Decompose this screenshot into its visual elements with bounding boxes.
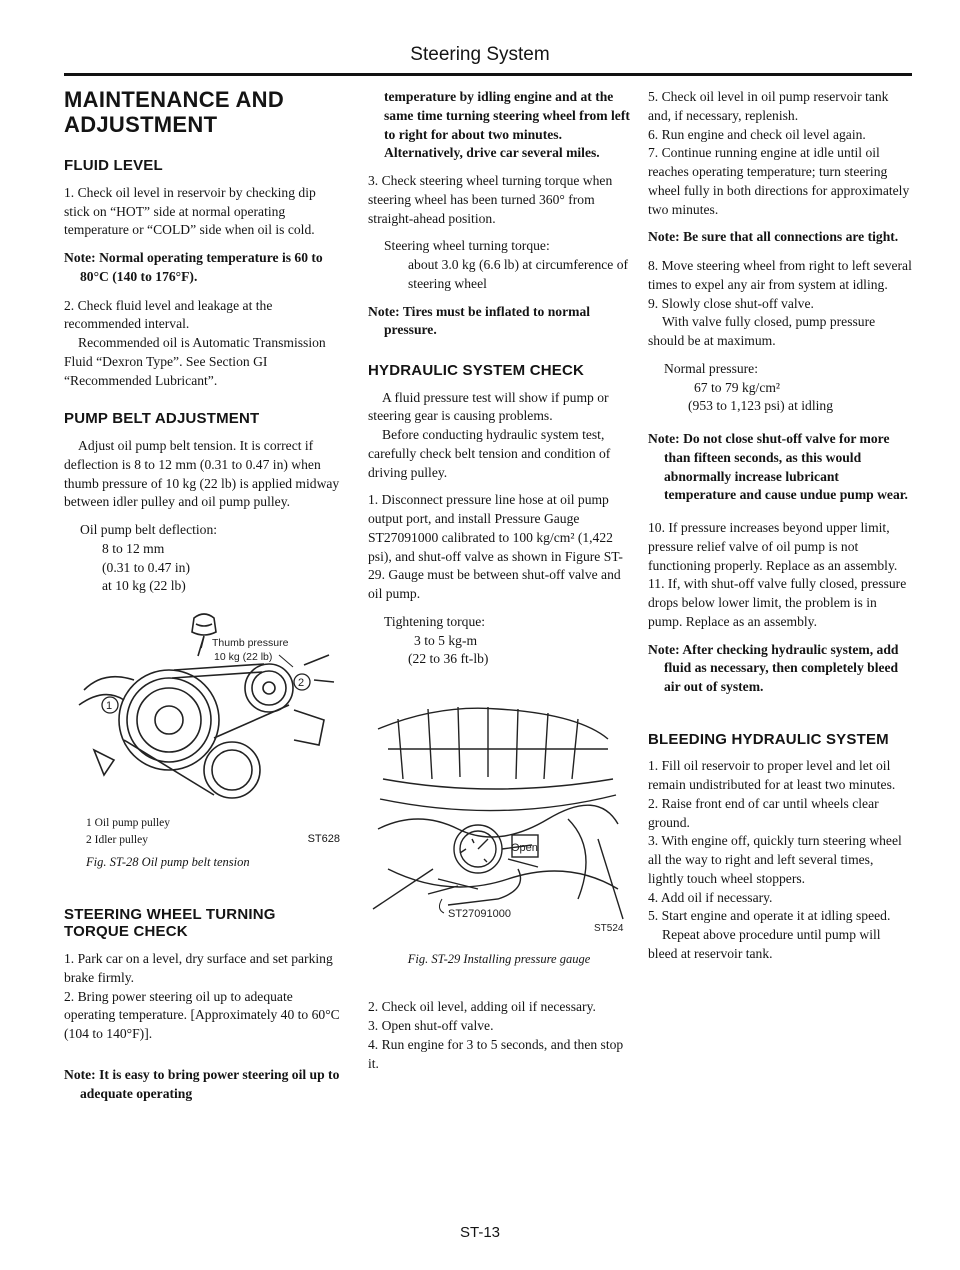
figure-st28 bbox=[64, 610, 340, 815]
legend-text: 2 Idler pulley bbox=[86, 833, 148, 846]
note-continued: temperature by idling engine and at the same time turning steering wheel from left to right for about two minutes. Alternatively, drive car several miles. bbox=[384, 89, 630, 161]
spec-label: Tightening torque: bbox=[384, 613, 486, 629]
page-header: Steering System bbox=[410, 44, 550, 65]
note: Note: Do not close shut-off valve for more than fifteen seconds, as this would abnormally increase lubricant temperature and cause undue pump wear. bbox=[648, 431, 908, 503]
paragraph: Adjust oil pump belt tension. It is correct if deflection is 8 to 12 mm (0.31 to 0.47 in) when thumb pressure of 10 kg (22 lb) is applied midway between idler pulley and oil pump pulley. bbox=[64, 438, 340, 510]
paragraph: 6. Run engine and check oil level again. bbox=[648, 126, 866, 142]
note: Note: It is easy to bring power steering oil up to adequate operating bbox=[64, 1066, 340, 1101]
figure-caption: Fig. ST-29 Installing pressure gauge bbox=[407, 952, 591, 967]
paragraph: 7. Continue running engine at idle until oil reaches operating temperature; turn steering wheel fully in both directions for approximately two minutes. bbox=[648, 145, 910, 217]
paragraph: With valve fully closed, pump pressure should be at maximum. bbox=[648, 314, 876, 348]
legend-item: 1 Oil pump pulley bbox=[86, 817, 171, 830]
legend-item bbox=[86, 832, 340, 849]
paragraph: 3. Open shut-off valve. bbox=[368, 1018, 494, 1034]
paragraph: 2. Raise front end of car until wheels clear ground. bbox=[648, 795, 879, 830]
figure-code: ST628 bbox=[307, 832, 340, 845]
spec-value: about 3.0 kg (6.6 lb) at circumference of steering wheel bbox=[408, 257, 629, 291]
open-label: Open bbox=[511, 842, 538, 855]
figure-legend bbox=[86, 815, 340, 848]
paragraph: A fluid pressure test will show if pump or steering gear is causing problems. bbox=[368, 389, 609, 424]
callout-text: Thumb pressure bbox=[212, 637, 289, 650]
paragraph: 1. Park car on a level, dry surface and set parking brake firmly. bbox=[64, 951, 333, 985]
figure-code: ST524 bbox=[594, 923, 624, 935]
column-2 bbox=[368, 88, 630, 1082]
note: Note: After checking hydraulic system, add fluid as necessary, then completely bleed air out of system. bbox=[648, 641, 899, 694]
paragraph: Before conducting hydraulic system test, carefully check belt tension and condition of driving pulley. bbox=[368, 427, 611, 480]
figure-st29 bbox=[368, 699, 630, 935]
paragraph: 3. Check steering wheel turning torque when steering wheel has been turned 360° from straight-ahead position. bbox=[368, 173, 613, 226]
note: Note: Tires must be inflated to normal pressure. bbox=[368, 303, 591, 338]
spec-value: (953 to 1,123 psi) at idling bbox=[688, 398, 833, 414]
pump-belt-heading: PUMP BELT ADJUSTMENT bbox=[64, 410, 260, 428]
spec-value: 8 to 12 mm bbox=[102, 540, 165, 556]
header-rule bbox=[64, 73, 912, 76]
paragraph: 1. Disconnect pressure line hose at oil pump output port, and install Pressure Gauge ST27091000 calibrated to 100 kg/cm² (1,422 psi), and shut-off valve as shown in Figure ST-29. Gauge must be between shut-off valve and oil pump. bbox=[368, 492, 623, 602]
paragraph: 9. Slowly close shut-off valve. bbox=[648, 295, 814, 311]
paragraph: 5. Check oil level in oil pump reservoir tank and, if necessary, replenish. bbox=[648, 89, 889, 123]
paragraph: 4. Run engine for 3 to 5 seconds, and then stop it. bbox=[368, 1036, 624, 1071]
note: Note: Be sure that all connections are tight. bbox=[648, 229, 899, 245]
note: Note: Normal operating temperature is 60 to 80°C (140 to 176°F). bbox=[64, 250, 323, 284]
section-title: MAINTENANCE AND ADJUSTMENT bbox=[64, 87, 285, 137]
paragraph: 2. Check fluid level and leakage at the recommended interval. bbox=[64, 297, 273, 332]
paragraph: 2. Bring power steering oil up to adequate operating temperature. [Approximately 40 to 60°C (104 to 140°F)]. bbox=[64, 988, 340, 1042]
spec-label: Steering wheel turning torque: bbox=[384, 238, 550, 254]
callout-text: 10 kg (22 lb) bbox=[214, 651, 273, 664]
tool-label: ST27091000 bbox=[448, 908, 511, 921]
spec-label: Normal pressure: bbox=[664, 360, 758, 376]
paragraph: 3. With engine off, quickly turn steering wheel all the way to right and left several times, lightly touch wheel stoppers. bbox=[648, 833, 902, 886]
paragraph: Recommended oil is Automatic Transmission Fluid “Dexron Type”. See Section GI “Recommended Lubricant”. bbox=[64, 335, 326, 388]
paragraph: 8. Move steering wheel from right to left several times to expel any air from system at idling. bbox=[648, 258, 912, 292]
spec-value: at 10 kg (22 lb) bbox=[102, 578, 186, 594]
fluid-level-heading: FLUID LEVEL bbox=[64, 157, 163, 175]
hydraulic-check-heading: HYDRAULIC SYSTEM CHECK bbox=[368, 362, 585, 379]
spec-value: 67 to 79 kg/cm² bbox=[694, 379, 781, 395]
bleeding-heading: BLEEDING HYDRAULIC SYSTEM bbox=[648, 730, 889, 748]
spec-label: Oil pump belt deflection: bbox=[80, 522, 218, 538]
column-3 bbox=[648, 88, 912, 973]
paragraph: 1. Check oil level in reservoir by checking dip stick on “HOT” side at normal operating temperature or “COLD” side when oil is cold. bbox=[64, 184, 316, 238]
column-1 bbox=[64, 88, 340, 1113]
spec-value: (0.31 to 0.47 in) bbox=[102, 559, 190, 575]
callout-label: 2 bbox=[298, 677, 305, 690]
paragraph: 11. If, with shut-off valve fully closed, pressure drops below lower limit, the problem is in pump. Replace as an assembly. bbox=[648, 576, 907, 629]
paragraph: 4. Add oil if necessary. bbox=[648, 889, 773, 905]
page-number: ST-13 bbox=[459, 1224, 501, 1241]
belt-tension-illustration bbox=[64, 610, 340, 815]
spec-value: 3 to 5 kg-m bbox=[414, 632, 478, 648]
paragraph: 2. Check oil level, adding oil if necessary. bbox=[368, 999, 596, 1015]
paragraph: 10. If pressure increases beyond upper limit, pressure relief valve of oil pump is not functioning properly. Replace as an assembly. bbox=[648, 520, 898, 573]
spec-value: (22 to 36 ft-lb) bbox=[408, 651, 489, 667]
callout-label: 1 bbox=[106, 700, 113, 713]
torque-check-heading: STEERING WHEEL TURNING TORQUE CHECK bbox=[64, 905, 276, 941]
figure-caption: Fig. ST-28 Oil pump belt tension bbox=[86, 855, 250, 870]
pressure-gauge-illustration bbox=[368, 699, 630, 935]
paragraph: 5. Start engine and operate it at idling speed. bbox=[648, 908, 891, 924]
paragraph: 1. Fill oil reservoir to proper level and let oil remain undistributed for at least two minutes. bbox=[648, 758, 896, 793]
paragraph: Repeat above procedure until pump will bleed at reservoir tank. bbox=[648, 927, 881, 961]
